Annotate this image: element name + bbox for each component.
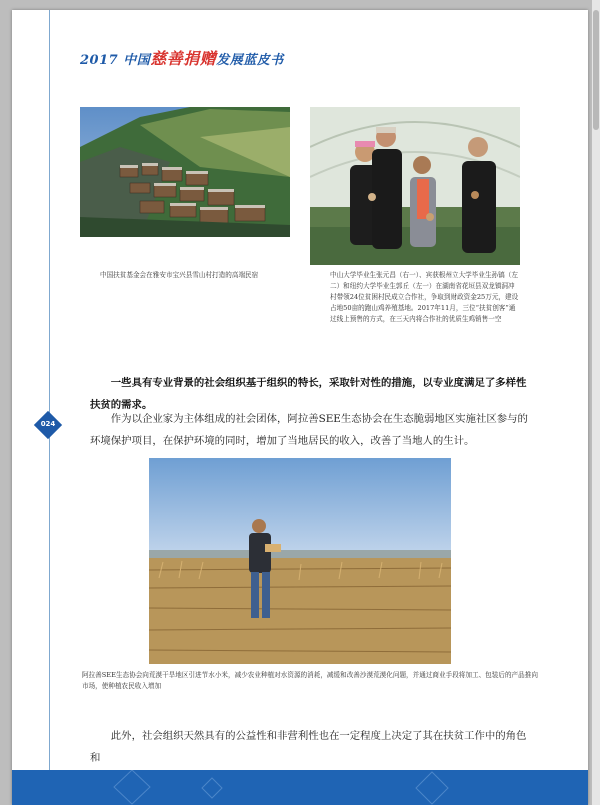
header-country: 中国 (123, 53, 151, 68)
body-paragraph-2: 此外，社会组织天然具有的公益性和非营利性也在一定程度上决定了其在扶贫工作中的角色和 (90, 730, 527, 764)
greenhouse-photo-caption: 中山大学毕业生张元昌（右一）、宾获根州立大学毕业生孙镐（左二）和纽约大学毕业生郭丘（左一）在湖南省花垣县双龙镇洞冲村带领24位贫困村民成立合作社，争取到财政资金25万元，建设占地50亩的跑山鸡养殖基地。2017年11月，三位“扶贫创客”通过线上预售的方式，在三天内将合作社的优质生鸡销售一空 (330, 271, 519, 323)
greenhouse-group-photo (310, 107, 520, 265)
page-number: 024 (40, 420, 56, 428)
document-page (12, 10, 588, 805)
scrollbar-thumb[interactable] (593, 10, 599, 130)
millet-field-photo (149, 458, 451, 664)
section-heading: 一些具有专业背景的社会组织基于组织的特长，采取针对性的措施，以专业度满足了多样性扶贫的需求。 (90, 377, 527, 411)
footer-band (12, 770, 588, 805)
scrollbar[interactable] (592, 0, 600, 805)
village-photo-caption: 中国扶贫基金会在雅安市宝兴县雪山村打造的高端民宿 (100, 271, 259, 279)
millet-photo-caption: 阿拉善SEE生态协会向荒漠干旱地区引进节水小米，减少农业种植对水资源的消耗，减缓和改善沙漠荒漠化问题，并通过商业手段将加工、包装后的产品推向市场，使种植农民收入增加 (82, 671, 538, 690)
village-photo (80, 107, 290, 237)
body-paragraph-1: 作为以企业家为主体组成的社会团体，阿拉善SEE生态协会在生态脆弱地区实施社区参与的环境保护项目，在保护环境的同时，增加了当地居民的收入，改善了当地人的生计。 (90, 413, 528, 447)
header-title-rest: 发展蓝皮书 (216, 53, 284, 68)
running-header (80, 46, 284, 69)
header-title-highlight: 慈善捐赠 (150, 49, 217, 68)
header-year: 2017 (80, 53, 119, 68)
margin-rule (49, 10, 50, 770)
